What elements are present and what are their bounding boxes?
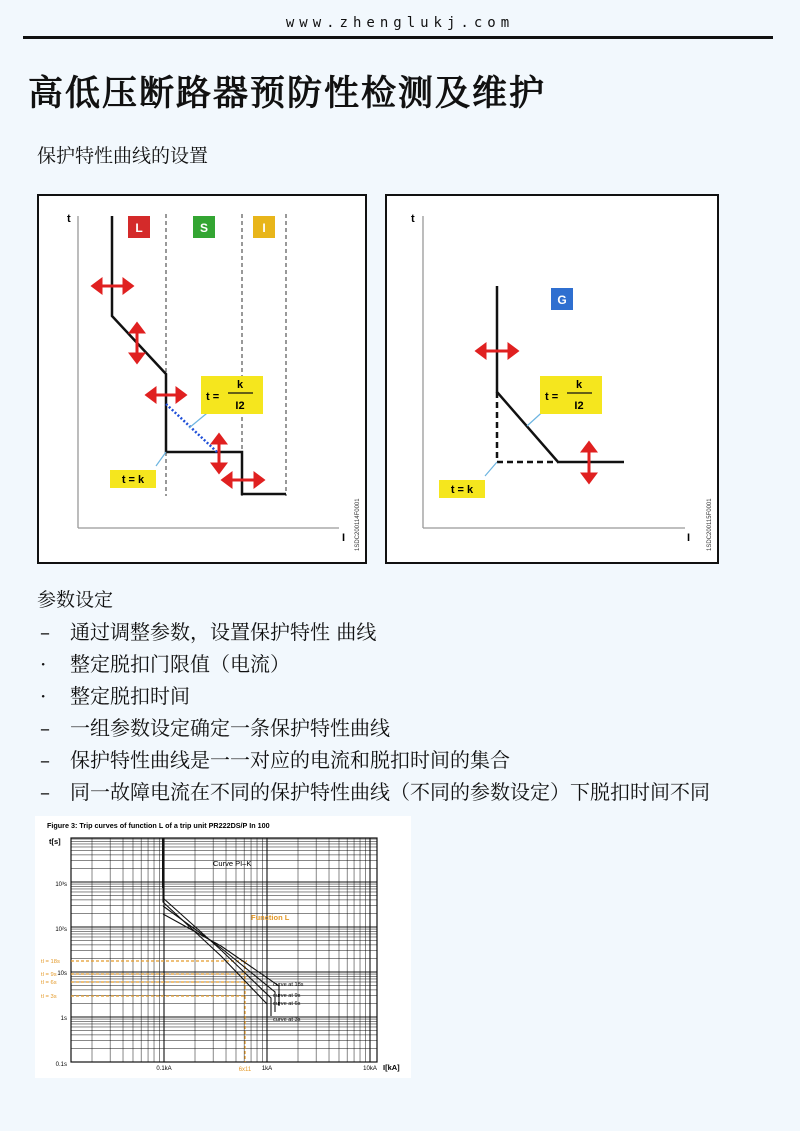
curve-labels: [273, 982, 304, 1023]
svg-text:10²s: 10²s: [55, 927, 67, 933]
tk-label-box: [110, 470, 156, 488]
site-url: www.zhenglukj.com: [285, 15, 515, 31]
svg-text:I2: I2: [574, 400, 584, 412]
svg-text:curve at 9s: curve at 9s: [273, 993, 301, 999]
badge-i: [253, 216, 275, 238]
y-axis-label: t[s]: [49, 837, 61, 846]
list-item: – 保护特性曲线是一一对应的电流和脱扣时间的集合: [40, 748, 510, 772]
chart-title: Figure 3: Trip curves of function L of a trip unit PR222DS/P In 100: [47, 821, 270, 830]
tl-labels: [41, 959, 60, 1000]
svg-text:k: k: [236, 379, 244, 391]
axis-i-label: I: [342, 532, 346, 544]
svg-text:t =: t =: [206, 391, 220, 403]
y-tick-labels: [55, 882, 67, 1068]
params-list: [40, 616, 710, 808]
badge-l: [128, 216, 150, 238]
axis-i-label: I: [687, 532, 691, 544]
formula-box: [540, 376, 602, 414]
svg-text:I2: I2: [235, 400, 245, 412]
diagram-code: 1SDC200114F0001: [355, 498, 361, 551]
x-axis-label: I[kA]: [383, 1063, 400, 1072]
svg-text:tl = 9s: tl = 9s: [41, 972, 57, 978]
svg-text:10kA: 10kA: [363, 1066, 377, 1072]
x-marker-label: 6x11: [238, 1067, 252, 1073]
trip-curve: [497, 286, 624, 462]
axis-t-label: t: [67, 213, 71, 225]
svg-text:curve at 3s: curve at 3s: [273, 1017, 301, 1023]
svg-text:0.1kA: 0.1kA: [156, 1066, 172, 1072]
svg-text:L: L: [135, 221, 143, 235]
list-item: – 一组参数设定确定一条保护特性曲线: [40, 716, 390, 740]
svg-text:1kA: 1kA: [261, 1066, 273, 1072]
svg-text:t =: t =: [545, 391, 559, 403]
svg-text:S: S: [199, 221, 209, 235]
axis-t-label: t: [411, 213, 415, 225]
tk-leader: [485, 462, 497, 476]
page-title: 高低压断路器预防性检测及维护: [28, 73, 547, 114]
svg-text:10s: 10s: [57, 971, 67, 977]
function-l-curves: [163, 888, 279, 1022]
tk-leader: [156, 452, 166, 466]
trip-curve-chart: [35, 816, 411, 1078]
lsi-curve-diagram: [37, 194, 367, 564]
list-item: · 整定脱扣门限值（电流）: [40, 652, 290, 676]
svg-text:tl = 3s: tl = 3s: [41, 994, 57, 1000]
badge-g: [551, 288, 573, 310]
formula-box: [201, 376, 263, 414]
section-subtitle: 保护特性曲线的设置: [37, 145, 209, 167]
svg-text:tl = 6s: tl = 6s: [41, 980, 57, 986]
svg-text:10³s: 10³s: [55, 882, 67, 888]
curve-pi-k-label: Curve PI–K: [213, 859, 252, 868]
x-tick-labels: [156, 1066, 377, 1072]
header-rule: [23, 36, 773, 39]
function-l-label: Function L: [251, 913, 290, 922]
list-item: – 同一故障电流在不同的保护特性曲线（不同的参数设定）下脱扣时间不同: [40, 780, 710, 804]
g-curve-diagram: [385, 194, 719, 564]
badge-s: [193, 216, 215, 238]
svg-text:k: k: [575, 379, 583, 391]
tk-label-box: [439, 480, 485, 498]
svg-text:G: G: [557, 293, 567, 307]
list-item: – 通过调整参数，设置保护特性 曲线: [40, 620, 377, 644]
svg-text:curve at 6s: curve at 6s: [273, 1001, 301, 1007]
svg-text:1s: 1s: [60, 1016, 67, 1022]
params-title: 参数设定: [37, 589, 114, 611]
diagram-code: 1SDC200115F0001: [707, 498, 713, 551]
svg-text:tl = 18s: tl = 18s: [41, 959, 60, 965]
svg-text:I: I: [262, 221, 266, 235]
svg-text:t = k: t = k: [121, 474, 145, 486]
list-item: · 整定脱扣时间: [40, 684, 190, 708]
svg-text:curve at 18s: curve at 18s: [273, 982, 304, 988]
svg-text:t = k: t = k: [450, 484, 474, 496]
svg-text:0.1s: 0.1s: [55, 1062, 67, 1068]
